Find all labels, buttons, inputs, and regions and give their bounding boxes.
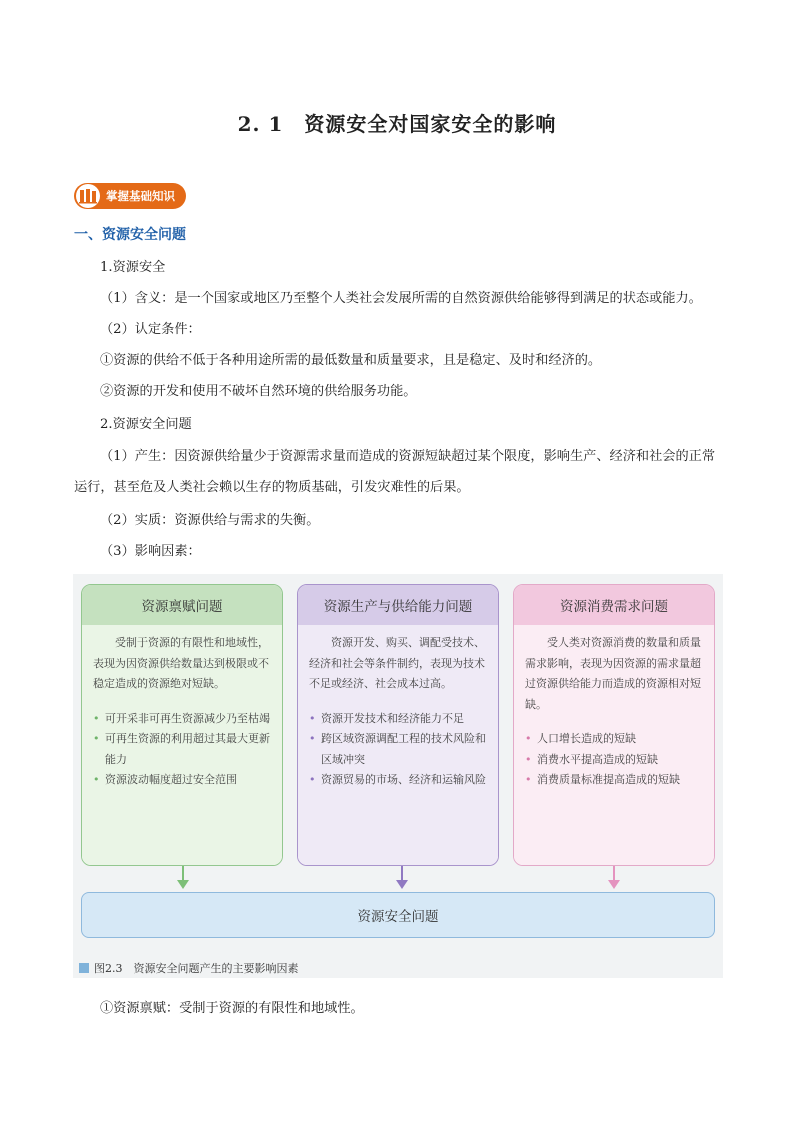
list-item: • 人口增长造成的短缺	[525, 729, 703, 750]
paragraph: （1）产生：因资源供给量少于资源需求量而造成的资源短缺超过某个限度，影响生产、经济和社会的正常运行，甚至危及人类社会赖以生存的物质基础，引发灾难性的后果。	[74, 449, 716, 495]
factors-figure	[73, 574, 723, 978]
books-icon	[76, 184, 100, 208]
paragraph: 2.资源安全问题	[100, 417, 192, 432]
paragraph: （2）认定条件：	[100, 322, 201, 337]
list-item: • 资源波动幅度超过安全范围	[93, 770, 271, 791]
paragraph: 1.资源安全	[100, 260, 166, 275]
paragraph: ①资源禀赋：受制于资源的有限性和地域性。	[100, 1001, 364, 1016]
panel-consumption-demand	[513, 584, 715, 866]
panel-description: 资源开发、购买、调配受技术、经济和社会等条件制约，表现为技术不足或经济、社会成本过高。	[309, 636, 485, 690]
paragraph: （3）影响因素：	[100, 544, 201, 559]
figure-caption	[79, 960, 299, 976]
resource-security-box: 资源安全问题	[81, 892, 715, 938]
panel-resource-endowment	[81, 584, 283, 866]
panel-description: 受人类对资源消费的数量和质量需求影响，表现为因资源的需求量超过资源供给能力而造成的资源相对短缺。	[525, 636, 701, 711]
arrow-down-icon	[607, 866, 621, 890]
list-item: • 消费质量标准提高造成的短缺	[525, 770, 703, 791]
list-item: • 资源贸易的市场、经济和运输风险	[309, 770, 487, 791]
list-item: • 消费水平提高造成的短缺	[525, 750, 703, 771]
badge-label: 掌握基础知识	[106, 189, 175, 203]
caption-text: 图2.3 资源安全问题产生的主要影响因素	[94, 962, 299, 975]
arrow-down-icon	[176, 866, 190, 890]
panel-production-supply	[297, 584, 499, 866]
page-title: 2. 1 资源安全对国家安全的影响	[237, 112, 557, 136]
paragraph: （2）实质：资源供给与需求的失衡。	[100, 513, 320, 528]
panel-title: 资源生产与供给能力问题	[298, 585, 498, 625]
panel-description: 受制于资源的有限性和地域性，表现为因资源供给数量达到极限或不稳定造成的资源绝对短缺。	[93, 636, 269, 690]
section-heading: 一、资源安全问题	[74, 227, 186, 243]
list-item: • 资源开发技术和经济能力不足	[309, 709, 487, 730]
caption-square-icon	[79, 963, 89, 973]
section-badge	[74, 183, 186, 209]
list-item: • 跨区域资源调配工程的技术风险和区域冲突	[309, 729, 487, 770]
paragraph: ②资源的开发和使用不破坏自然环境的供给服务功能。	[100, 384, 417, 399]
arrow-down-icon	[395, 866, 409, 890]
list-item: • 可再生资源的利用超过其最大更新能力	[93, 729, 271, 770]
panel-title: 资源禀赋问题	[82, 585, 282, 625]
paragraph: （1）含义：是一个国家或地区乃至整个人类社会发展所需的自然资源供给能够得到满足的状态或能力。	[100, 291, 702, 306]
paragraph: ①资源的供给不低于各种用途所需的最低数量和质量要求，且是稳定、及时和经济的。	[100, 353, 602, 368]
list-item: • 可开采非可再生资源减少乃至枯竭	[93, 709, 271, 730]
panel-title: 资源消费需求问题	[514, 585, 714, 625]
